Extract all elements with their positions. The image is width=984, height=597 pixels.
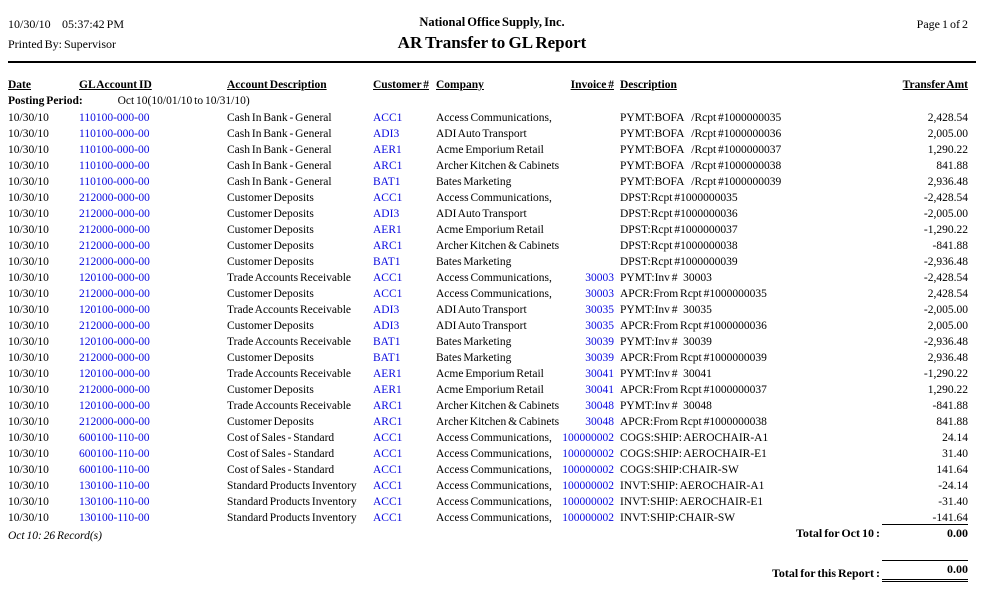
cell-gl-account-link[interactable]: 212000-000-00 [79,320,150,332]
cell-invoice-link[interactable]: 100000002 [562,496,614,508]
cell-invoice-link[interactable]: 30048 [585,416,614,428]
table-row [0,350,984,366]
cell-date: 10/30/10 [8,368,49,380]
total-for-period-amount: 0.00 [882,524,968,542]
cell-customer-link[interactable]: ACC1 [373,496,403,508]
cell-account-description: Customer Deposits [227,320,314,332]
column-header-invoice: Invoice # [570,79,614,91]
cell-date: 10/30/10 [8,176,49,188]
cell-description: APCR:From Rcpt #1000000036 [620,320,767,332]
cell-transfer-amount: 2,936.48 [927,176,968,188]
cell-gl-account-link[interactable]: 600100-110-00 [79,448,150,460]
cell-description: INVT:SHIP:CHAIR-SW [620,512,736,524]
cell-gl-account-link[interactable]: 110100-000-00 [79,176,150,188]
total-for-period-label: Total for Oct 10 : [796,526,880,540]
total-for-report-label: Total for this Report : [772,566,880,580]
cell-description: DPST:Rcpt #1000000035 [620,192,738,204]
table-row [0,462,984,478]
table-row [0,318,984,334]
cell-description: COGS:SHIP: AEROCHAIR-E1 [620,448,767,460]
cell-company: ADI Auto Transport [436,304,527,316]
cell-transfer-amount: 2,005.00 [927,320,968,332]
cell-date: 10/30/10 [8,512,49,524]
header-rule [8,61,976,63]
cell-transfer-amount: 2,005.00 [927,128,968,140]
cell-account-description: Trade Accounts Receivable [227,400,352,412]
table-row [0,286,984,302]
cell-gl-account-link[interactable]: 110100-000-00 [79,160,150,172]
cell-company: Bates Marketing [436,352,512,364]
cell-transfer-amount: -2,428.54 [923,272,968,284]
cell-description: PYMT:Inv # 30041 [620,368,712,380]
posting-period-value: Oct 10(10/01/10 to 10/31/10) [117,95,250,107]
cell-customer-link[interactable]: ARC1 [373,240,403,252]
cell-account-description: Trade Accounts Receivable [227,272,352,284]
cell-account-description: Customer Deposits [227,288,314,300]
column-header-customer: Customer # [373,79,429,91]
total-for-period-row [796,524,968,542]
cell-gl-account-link[interactable]: 212000-000-00 [79,352,150,364]
cell-customer-link[interactable]: BAT1 [373,256,401,268]
cell-date: 10/30/10 [8,336,49,348]
table-row [0,190,984,206]
table-row [0,238,984,254]
cell-invoice-link[interactable]: 30048 [585,400,614,412]
table-row [0,398,984,414]
column-header-account-description: Account Description [227,79,327,91]
cell-gl-account-link[interactable]: 130100-110-00 [79,512,150,524]
cell-account-description: Trade Accounts Receivable [227,336,352,348]
cell-gl-account-link[interactable]: 600100-110-00 [79,464,150,476]
cell-account-description: Customer Deposits [227,224,314,236]
cell-company: ADI Auto Transport [436,208,527,220]
cell-company: Access Communications, [436,432,552,444]
cell-company: Acme Emporium Retail [436,384,544,396]
cell-gl-account-link[interactable]: 212000-000-00 [79,256,150,268]
table-row [0,382,984,398]
cell-company: ADI Auto Transport [436,128,527,140]
cell-customer-link[interactable]: ACC1 [373,288,403,300]
cell-gl-account-link[interactable]: 120100-000-00 [79,368,150,380]
cell-company: Archer Kitchen & Cabinets [436,240,560,252]
cell-transfer-amount: 1,290.22 [927,144,968,156]
cell-customer-link[interactable]: ARC1 [373,416,403,428]
record-count: Oct 10: 26 Record(s) [8,530,102,542]
cell-date: 10/30/10 [8,272,49,284]
cell-customer-link[interactable]: BAT1 [373,352,401,364]
cell-company: Acme Emporium Retail [436,224,544,236]
cell-transfer-amount: -24.14 [938,480,968,492]
cell-invoice-link[interactable]: 100000002 [562,512,614,524]
cell-account-description: Customer Deposits [227,240,314,252]
cell-transfer-amount: 24.14 [942,432,968,444]
cell-gl-account-link[interactable]: 130100-110-00 [79,480,150,492]
cell-account-description: Customer Deposits [227,192,314,204]
cell-company: Access Communications, [436,464,552,476]
cell-customer-link[interactable]: AER1 [373,368,402,380]
cell-date: 10/30/10 [8,240,49,252]
cell-account-description: Customer Deposits [227,208,314,220]
cell-description: APCR:From Rcpt #1000000037 [620,384,767,396]
cell-description: PYMT:BOFA /Rcpt #1000000039 [620,176,782,188]
cell-description: PYMT:BOFA /Rcpt #1000000038 [620,160,782,172]
cell-customer-link[interactable]: ARC1 [373,400,403,412]
cell-gl-account-link[interactable]: 120100-000-00 [79,336,150,348]
cell-gl-account-link[interactable]: 120100-000-00 [79,272,150,284]
cell-transfer-amount: -841.88 [932,240,968,252]
cell-company: Access Communications, [436,112,552,124]
cell-description: PYMT:BOFA /Rcpt #1000000037 [620,144,782,156]
cell-company: Access Communications, [436,512,552,524]
table-row [0,222,984,238]
cell-transfer-amount: 841.88 [936,160,968,172]
posting-period-row [0,95,250,107]
cell-gl-account-link[interactable]: 212000-000-00 [79,288,150,300]
table-row [0,430,984,446]
cell-gl-account-link[interactable]: 600100-110-00 [79,432,150,444]
cell-transfer-amount: 2,428.54 [927,112,968,124]
cell-account-description: Trade Accounts Receivable [227,368,352,380]
table-row [0,126,984,142]
cell-description: DPST:Rcpt #1000000037 [620,224,738,236]
cell-account-description: Customer Deposits [227,416,314,428]
cell-customer-link[interactable]: ADI3 [373,304,400,316]
cell-customer-link[interactable]: ACC1 [373,272,403,284]
cell-date: 10/30/10 [8,208,49,220]
cell-company: Access Communications, [436,480,552,492]
cell-customer-link[interactable]: AER1 [373,224,402,236]
posting-period-label: Posting Period: [8,95,83,107]
cell-account-description: Cost of Sales - Standard [227,432,335,444]
cell-date: 10/30/10 [8,464,49,476]
table-row [0,414,984,430]
cell-customer-link[interactable]: ACC1 [373,448,403,460]
cell-description: APCR:From Rcpt #1000000035 [620,288,767,300]
cell-transfer-amount: 2,428.54 [927,288,968,300]
cell-transfer-amount: -2,005.00 [923,304,968,316]
cell-description: PYMT:Inv # 30035 [620,304,712,316]
cell-date: 10/30/10 [8,416,49,428]
cell-company: Bates Marketing [436,176,512,188]
table-row [0,494,984,510]
column-header-gl-account: GL Account ID [79,79,152,91]
cell-gl-account-link[interactable]: 110100-000-00 [79,144,150,156]
cell-invoice-link[interactable]: 30003 [585,288,614,300]
cell-customer-link[interactable]: ACC1 [373,512,403,524]
cell-date: 10/30/10 [8,448,49,460]
table-row [0,158,984,174]
cell-description: DPST:Rcpt #1000000036 [620,208,738,220]
table-row [0,478,984,494]
cell-transfer-amount: 31.40 [942,448,968,460]
cell-account-description: Cash In Bank - General [227,144,332,156]
table-row [0,110,984,126]
cell-company: Bates Marketing [436,336,512,348]
table-row [0,174,984,190]
cell-invoice-link[interactable]: 30041 [585,368,614,380]
cell-transfer-amount: -841.88 [932,400,968,412]
cell-company: ADI Auto Transport [436,320,527,332]
table-row [0,334,984,350]
cell-account-description: Cash In Bank - General [227,112,332,124]
cell-date: 10/30/10 [8,192,49,204]
cell-account-description: Standard Products Inventory [227,496,357,508]
table-row [0,206,984,222]
cell-gl-account-link[interactable]: 212000-000-00 [79,384,150,396]
cell-transfer-amount: -1,290.22 [923,368,968,380]
cell-date: 10/30/10 [8,304,49,316]
cell-invoice-link[interactable]: 30039 [585,336,614,348]
cell-gl-account-link[interactable]: 120100-000-00 [79,400,150,412]
cell-company: Access Communications, [436,496,552,508]
cell-transfer-amount: -2,936.48 [923,256,968,268]
cell-description: DPST:Rcpt #1000000038 [620,240,738,252]
cell-date: 10/30/10 [8,384,49,396]
cell-transfer-amount: -2,936.48 [923,336,968,348]
cell-description: PYMT:Inv # 30003 [620,272,712,284]
cell-account-description: Cost of Sales - Standard [227,448,335,460]
cell-gl-account-link[interactable]: 212000-000-00 [79,192,150,204]
cell-transfer-amount: -1,290.22 [923,224,968,236]
cell-account-description: Customer Deposits [227,352,314,364]
cell-customer-link[interactable]: ACC1 [373,464,403,476]
printed-by-label: Printed By: Supervisor [8,37,116,51]
cell-description: COGS:SHIP:CHAIR-SW [620,464,739,476]
cell-description: INVT:SHIP: AEROCHAIR-A1 [620,480,765,492]
cell-company: Bates Marketing [436,256,512,268]
cell-transfer-amount: 2,936.48 [927,352,968,364]
cell-description: DPST:Rcpt #1000000039 [620,256,738,268]
cell-description: INVT:SHIP: AEROCHAIR-E1 [620,496,764,508]
cell-invoice-link[interactable]: 100000002 [562,480,614,492]
cell-customer-link[interactable]: ACC1 [373,192,403,204]
cell-invoice-link[interactable]: 30003 [585,272,614,284]
cell-invoice-link[interactable]: 100000002 [562,464,614,476]
report-run-date: 10/30/10 [8,17,51,31]
table-body [0,110,984,526]
cell-gl-account-link[interactable]: 120100-000-00 [79,304,150,316]
cell-date: 10/30/10 [8,320,49,332]
cell-invoice-link[interactable]: 30035 [585,320,614,332]
cell-invoice-link[interactable]: 100000002 [562,448,614,460]
cell-company: Archer Kitchen & Cabinets [436,416,560,428]
cell-account-description: Standard Products Inventory [227,512,357,524]
cell-account-description: Cash In Bank - General [227,160,332,172]
report-run-time: 05:37:42 PM [62,17,125,31]
column-header-date: Date [8,79,31,91]
column-header-row [0,79,984,91]
cell-gl-account-link[interactable]: 110100-000-00 [79,112,150,124]
cell-company: Acme Emporium Retail [436,144,544,156]
page-number: Page 1 of 2 [916,17,968,31]
cell-invoice-link[interactable]: 100000002 [562,432,614,444]
cell-gl-account-link[interactable]: 212000-000-00 [79,240,150,252]
cell-customer-link[interactable]: ADI3 [373,208,400,220]
cell-date: 10/30/10 [8,352,49,364]
cell-account-description: Cash In Bank - General [227,176,332,188]
cell-gl-account-link[interactable]: 212000-000-00 [79,416,150,428]
cell-customer-link[interactable]: BAT1 [373,336,401,348]
cell-description: APCR:From Rcpt #1000000038 [620,416,767,428]
cell-company: Archer Kitchen & Cabinets [436,160,560,172]
cell-account-description: Trade Accounts Receivable [227,304,352,316]
table-row [0,446,984,462]
cell-customer-link[interactable]: ACC1 [373,112,403,124]
table-row [0,254,984,270]
cell-invoice-link[interactable]: 30041 [585,384,614,396]
cell-customer-link[interactable]: ARC1 [373,160,403,172]
cell-customer-link[interactable]: ACC1 [373,480,403,492]
table-row [0,366,984,382]
total-for-report-amount: 0.00 [882,560,968,582]
column-header-description: Description [620,79,677,91]
cell-gl-account-link[interactable]: 130100-110-00 [79,496,150,508]
cell-company: Access Communications, [436,272,552,284]
cell-date: 10/30/10 [8,496,49,508]
column-header-company: Company [436,79,484,91]
cell-date: 10/30/10 [8,480,49,492]
cell-invoice-link[interactable]: 30039 [585,352,614,364]
cell-account-description: Customer Deposits [227,384,314,396]
cell-transfer-amount: 841.88 [936,416,968,428]
cell-account-description: Cash In Bank - General [227,128,332,140]
cell-description: PYMT:Inv # 30048 [620,400,712,412]
cell-date: 10/30/10 [8,256,49,268]
cell-description: PYMT:BOFA /Rcpt #1000000036 [620,128,782,140]
cell-account-description: Standard Products Inventory [227,480,357,492]
cell-date: 10/30/10 [8,128,49,140]
cell-date: 10/30/10 [8,224,49,236]
cell-description: PYMT:BOFA /Rcpt #1000000035 [620,112,782,124]
cell-date: 10/30/10 [8,400,49,412]
cell-gl-account-link[interactable]: 212000-000-00 [79,208,150,220]
cell-customer-link[interactable]: BAT1 [373,176,401,188]
cell-company: Access Communications, [436,288,552,300]
cell-customer-link[interactable]: ACC1 [373,432,403,444]
cell-account-description: Cost of Sales - Standard [227,464,335,476]
cell-transfer-amount: -2,428.54 [923,192,968,204]
cell-description: COGS:SHIP: AEROCHAIR-A1 [620,432,769,444]
cell-date: 10/30/10 [8,160,49,172]
cell-transfer-amount: 141.64 [936,464,968,476]
cell-account-description: Customer Deposits [227,256,314,268]
cell-gl-account-link[interactable]: 212000-000-00 [79,224,150,236]
cell-description: PYMT:Inv # 30039 [620,336,712,348]
cell-date: 10/30/10 [8,144,49,156]
cell-customer-link[interactable]: ADI3 [373,320,400,332]
report-title: AR Transfer to GL Report [397,33,587,52]
cell-transfer-amount: -31.40 [938,496,968,508]
cell-company: Acme Emporium Retail [436,368,544,380]
column-header-transfer-amt: Transfer Amt [902,79,968,91]
table-row [0,270,984,286]
table-row [0,142,984,158]
cell-gl-account-link[interactable]: 110100-000-00 [79,128,150,140]
cell-date: 10/30/10 [8,112,49,124]
cell-transfer-amount: 1,290.22 [927,384,968,396]
cell-transfer-amount: -141.64 [932,512,968,524]
cell-description: APCR:From Rcpt #1000000039 [620,352,767,364]
cell-customer-link[interactable]: AER1 [373,384,402,396]
cell-company: Archer Kitchen & Cabinets [436,400,560,412]
table-row [0,302,984,318]
cell-date: 10/30/10 [8,288,49,300]
cell-company: Access Communications, [436,192,552,204]
cell-date: 10/30/10 [8,432,49,444]
cell-customer-link[interactable]: ADI3 [373,128,400,140]
cell-company: Access Communications, [436,448,552,460]
cell-invoice-link[interactable]: 30035 [585,304,614,316]
cell-transfer-amount: -2,005.00 [923,208,968,220]
cell-customer-link[interactable]: AER1 [373,144,402,156]
company-name: National Office Supply, Inc. [419,15,565,29]
total-for-report-row [772,560,968,582]
